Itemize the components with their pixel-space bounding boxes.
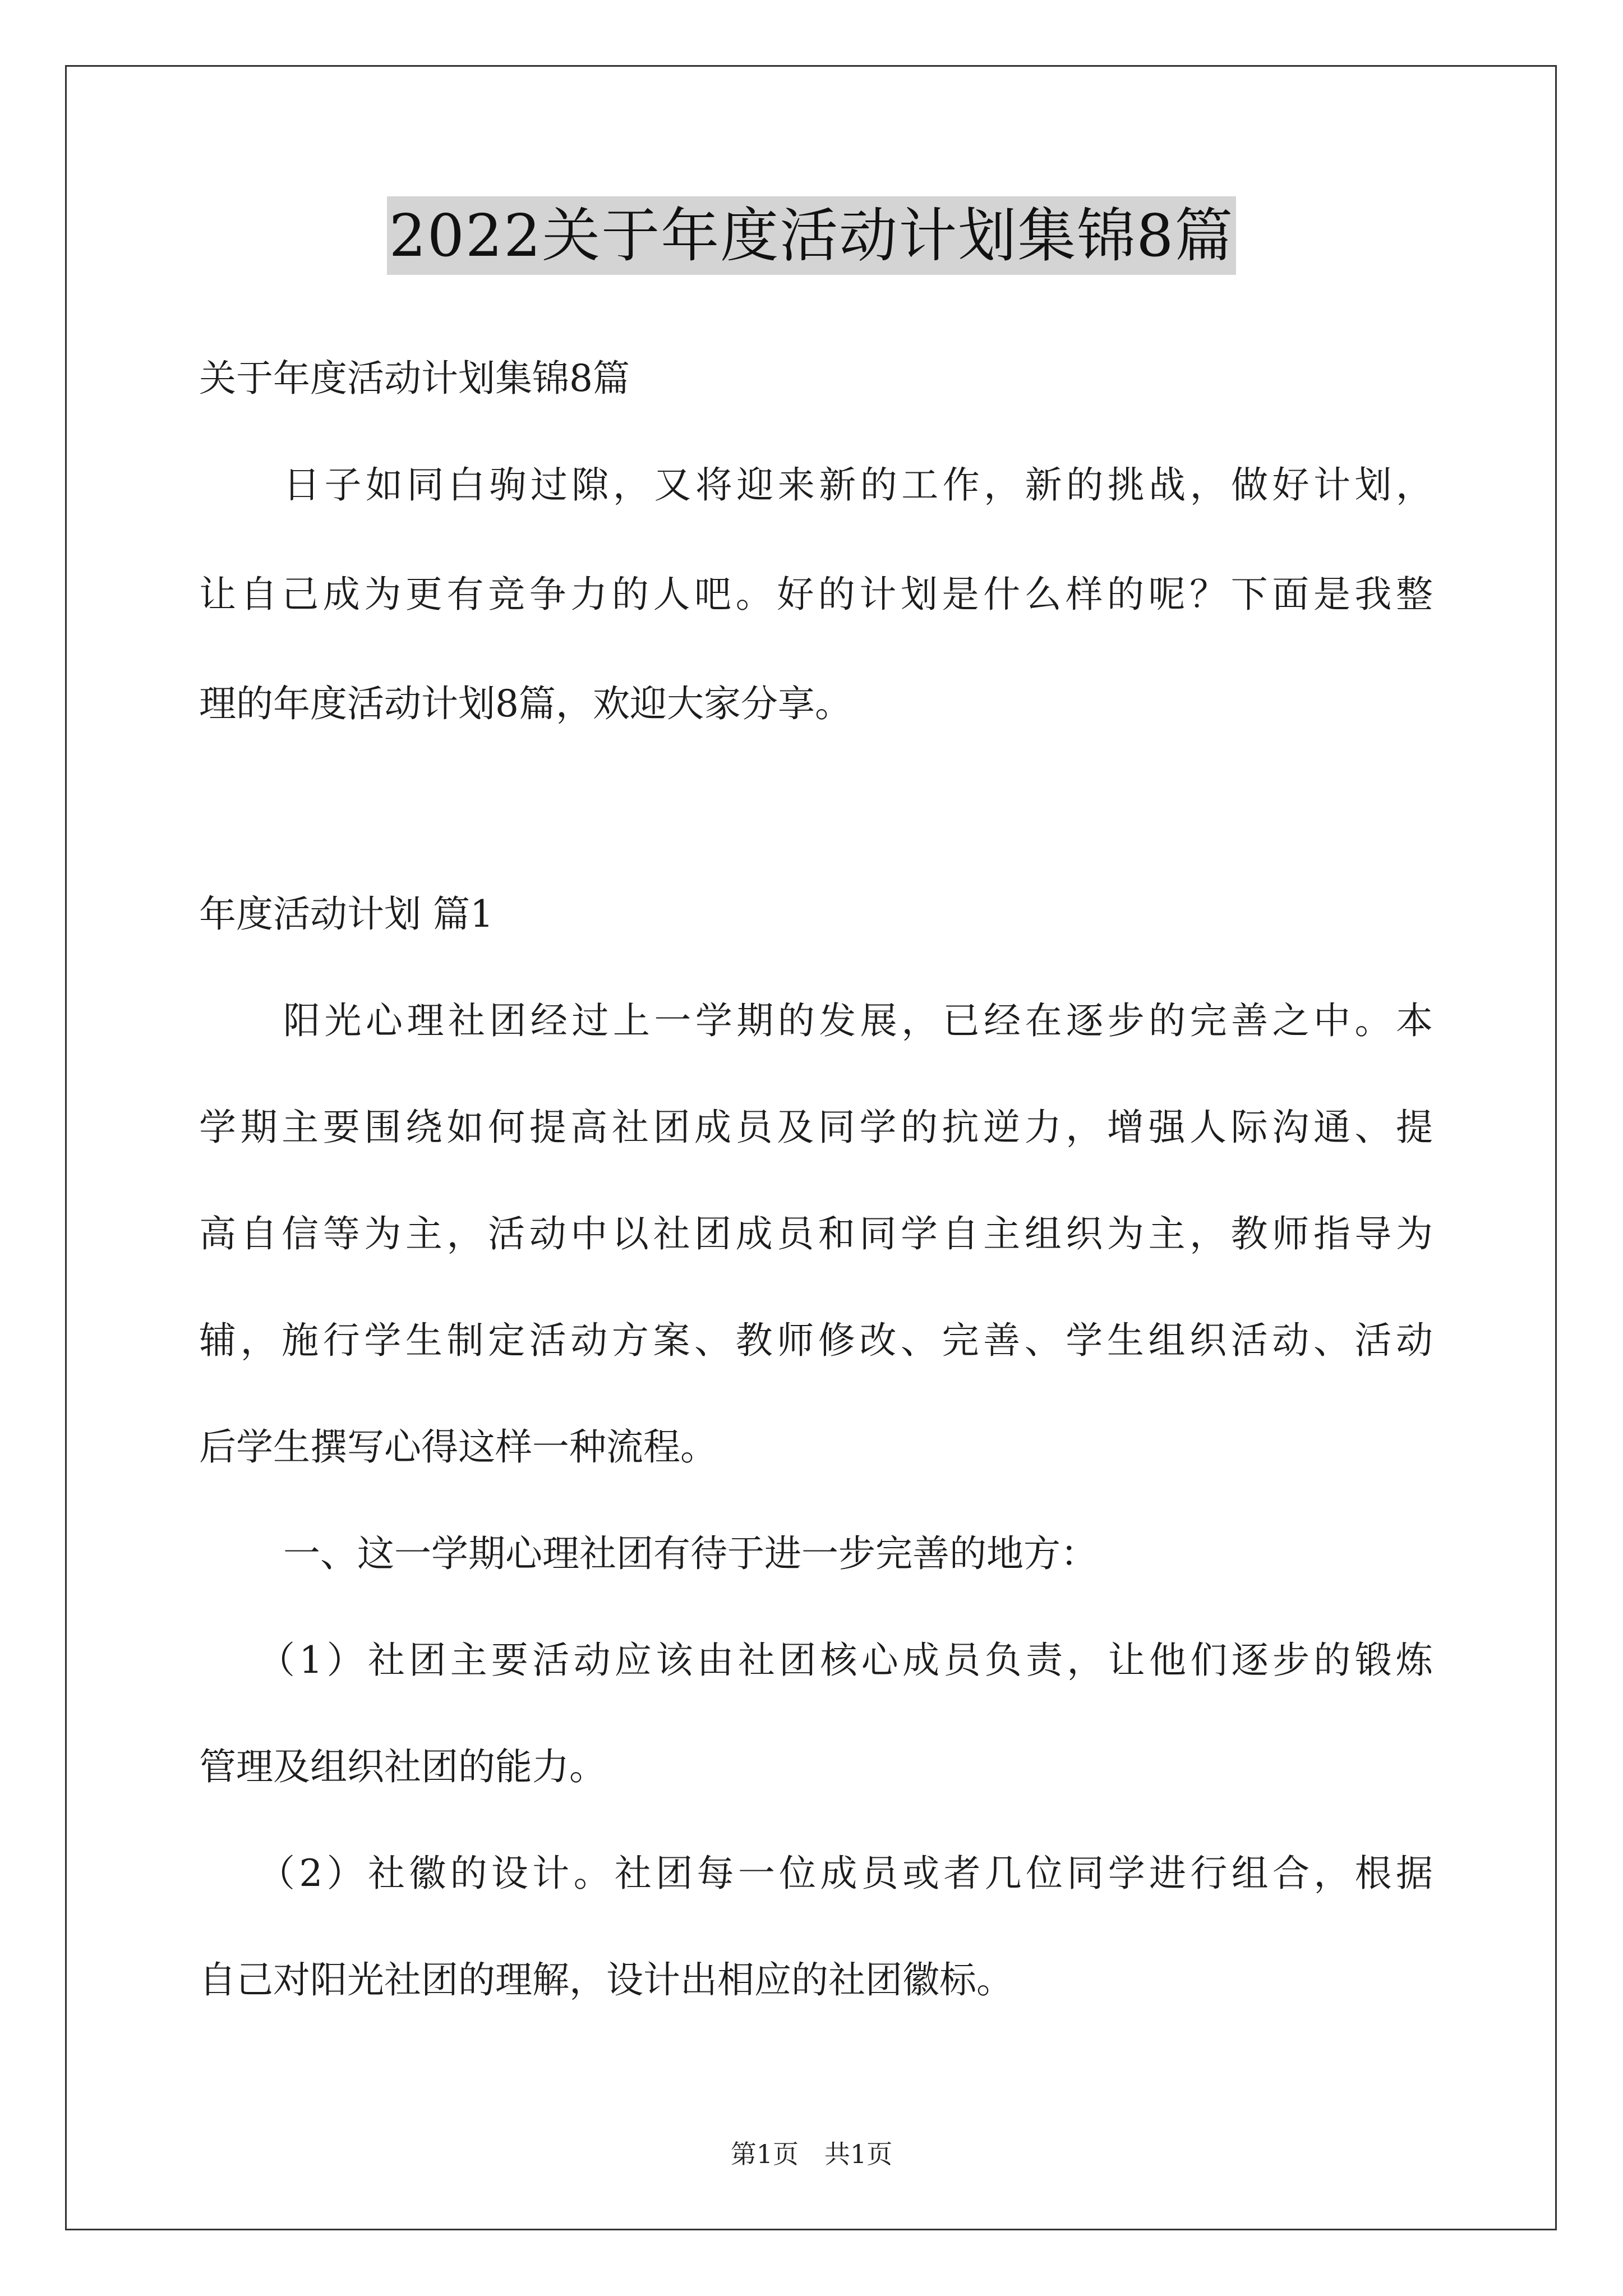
para1-line-3: 高自信等为主，活动中以社团成员和同学自主组织为主，教师指导为 (199, 1212, 1433, 1255)
para1-line-4: 辅，施行学生制定活动方案、教师修改、完善、学生组织活动、活动 (199, 1319, 1433, 1362)
item2-line-2: 自己对阳光社团的理解，设计出相应的社团徽标。 (199, 1958, 1013, 2001)
item1-line-2: 管理及组织社团的能力。 (199, 1745, 606, 1788)
document-title: 2022关于年度活动计划集锦8篇 (387, 196, 1237, 275)
item1-line-1: （1）社团主要活动应该由社团核心成员负责，让他们逐步的锻炼 (258, 1639, 1433, 1682)
para1-line-2: 学期主要围绕如何提高社团成员及同学的抗逆力，增强人际沟通、提 (199, 1106, 1433, 1149)
document-subtitle: 关于年度活动计划集锦8篇 (199, 357, 630, 400)
point-heading: 一、这一学期心理社团有待于进一步完善的地方： (283, 1532, 1098, 1575)
page-footer: 第1页 共1页 (730, 2139, 893, 2169)
para1-line-1: 阳光心理社团经过上一学期的发展，已经在逐步的完善之中。本 (283, 999, 1433, 1042)
intro-line-1: 日子如同白驹过隙，又将迎来新的工作，新的挑战，做好计划， (283, 463, 1433, 507)
intro-line-3: 理的年度活动计划8篇，欢迎大家分享。 (199, 682, 852, 725)
intro-line-2: 让自己成为更有竞争力的人吧。好的计划是什么样的呢？下面是我整 (199, 573, 1433, 616)
title-container (0, 196, 1623, 275)
para1-line-5: 后学生撰写心得这样一种流程。 (199, 1425, 717, 1469)
item2-line-1: （2）社徽的设计。社团每一位成员或者几位同学进行组合，根据 (258, 1852, 1433, 1895)
section-heading: 年度活动计划 篇1 (199, 892, 494, 936)
